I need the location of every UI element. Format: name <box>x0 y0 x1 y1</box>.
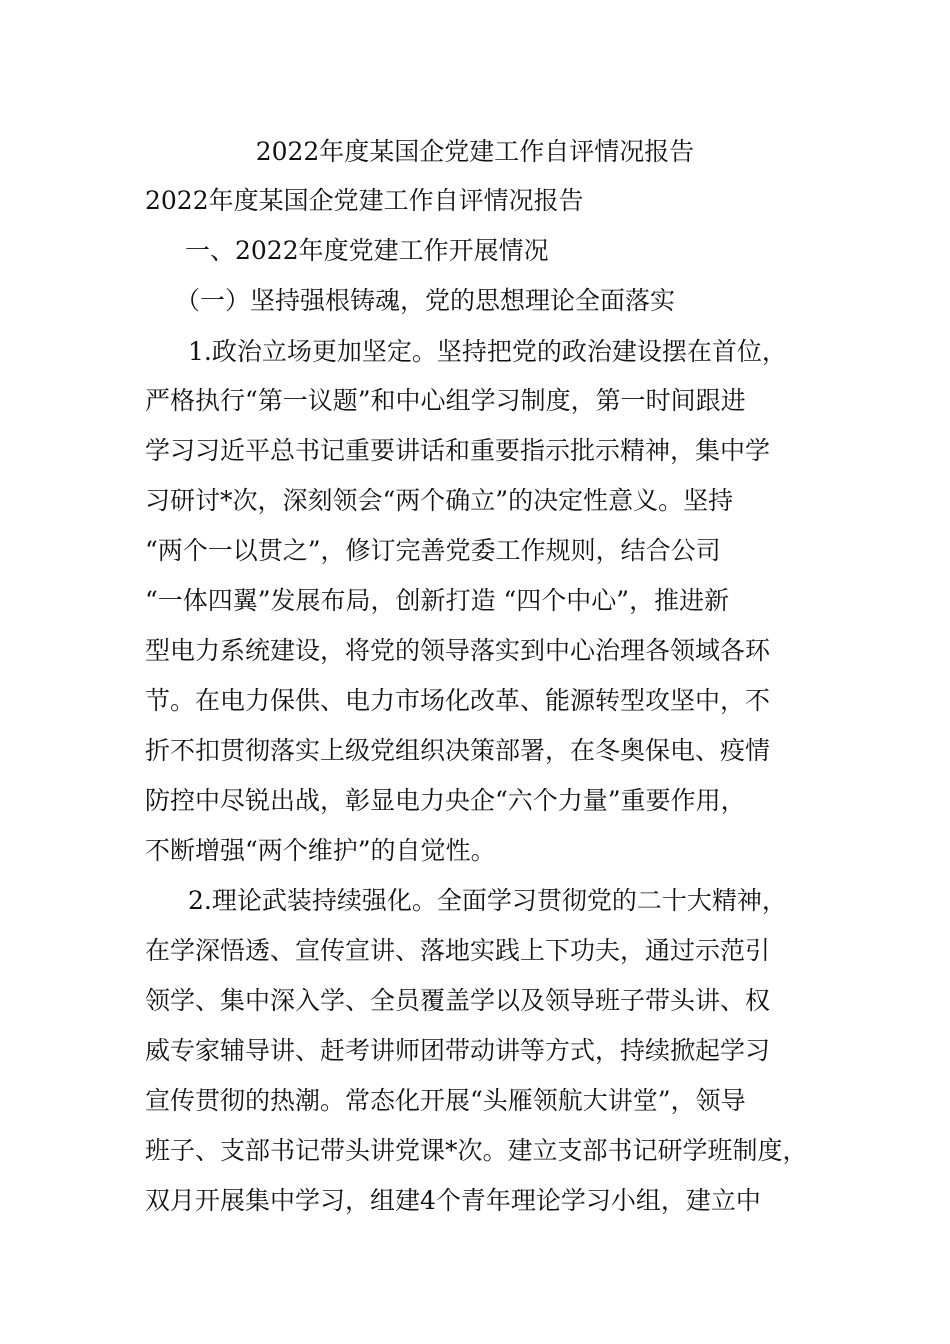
paragraph-line: “两个一以贯之”，修订完善党委工作规则，结合公司 <box>145 536 721 565</box>
paragraph-line: 学习习近平总书记重要讲话和重要指示批示精神，集中学 <box>145 436 771 465</box>
paragraph-line: 型电力系统建设，将党的领导落实到中心治理各领域各环 <box>145 636 771 665</box>
paragraph-line: 2.理论武装持续强化。全面学习贯彻党的二十大精神， <box>188 886 787 915</box>
paragraph-line: 折不扣贯彻落实上级党组织决策部署，在冬奥保电、疫情 <box>145 736 771 765</box>
paragraph-line: 班子、支部书记带头讲党课*次。建立支部书记研学班制度， <box>145 1136 808 1165</box>
paragraph-line: 在学深悟透、宣传宣讲、落地实践上下功夫，通过示范引 <box>145 936 771 965</box>
paragraph-line: “一体四翼”发展布局，创新打造 “四个中心”，推进新 <box>145 586 730 615</box>
document-subtitle: 2022年度某国企党建工作自评情况报告 <box>145 186 584 215</box>
paragraph-line: 宣传贯彻的热潮。常态化开展“头雁领航大讲堂”，领导 <box>145 1086 746 1115</box>
paragraph-line: 习研讨*次，深刻领会“两个确立”的决定性意义。坚持 <box>145 486 734 515</box>
paragraph-line: 严格执行“第一议题”和中心组学习制度，第一时间跟进 <box>145 386 746 415</box>
paragraph-line: 1.政治立场更加坚定。坚持把党的政治建设摆在首位， <box>188 337 787 366</box>
subsection-heading: （一）坚持强根铸魂，党的思想理论全面落实 <box>175 286 676 315</box>
document-title: 2022年度某国企党建工作自评情况报告 <box>255 137 695 166</box>
paragraph-line: 节。在电力保供、电力市场化改革、能源转型攻坚中，不 <box>145 686 771 715</box>
section-heading: 一、2022年度党建工作开展情况 <box>185 236 549 265</box>
paragraph-line: 不断增强“两个维护”的自觉性。 <box>145 836 496 865</box>
paragraph-line: 防控中尽锐出战，彰显电力央企“六个力量”重要作用， <box>145 786 746 815</box>
paragraph-line: 威专家辅导讲、赶考讲师团带动讲等方式，持续掀起学习 <box>145 1036 771 1065</box>
paragraph-line: 领学、集中深入学、全员覆盖学以及领导班子带头讲、权 <box>145 986 771 1015</box>
paragraph-line: 双月开展集中学习，组建4个青年理论学习小组，建立中 <box>145 1186 761 1215</box>
